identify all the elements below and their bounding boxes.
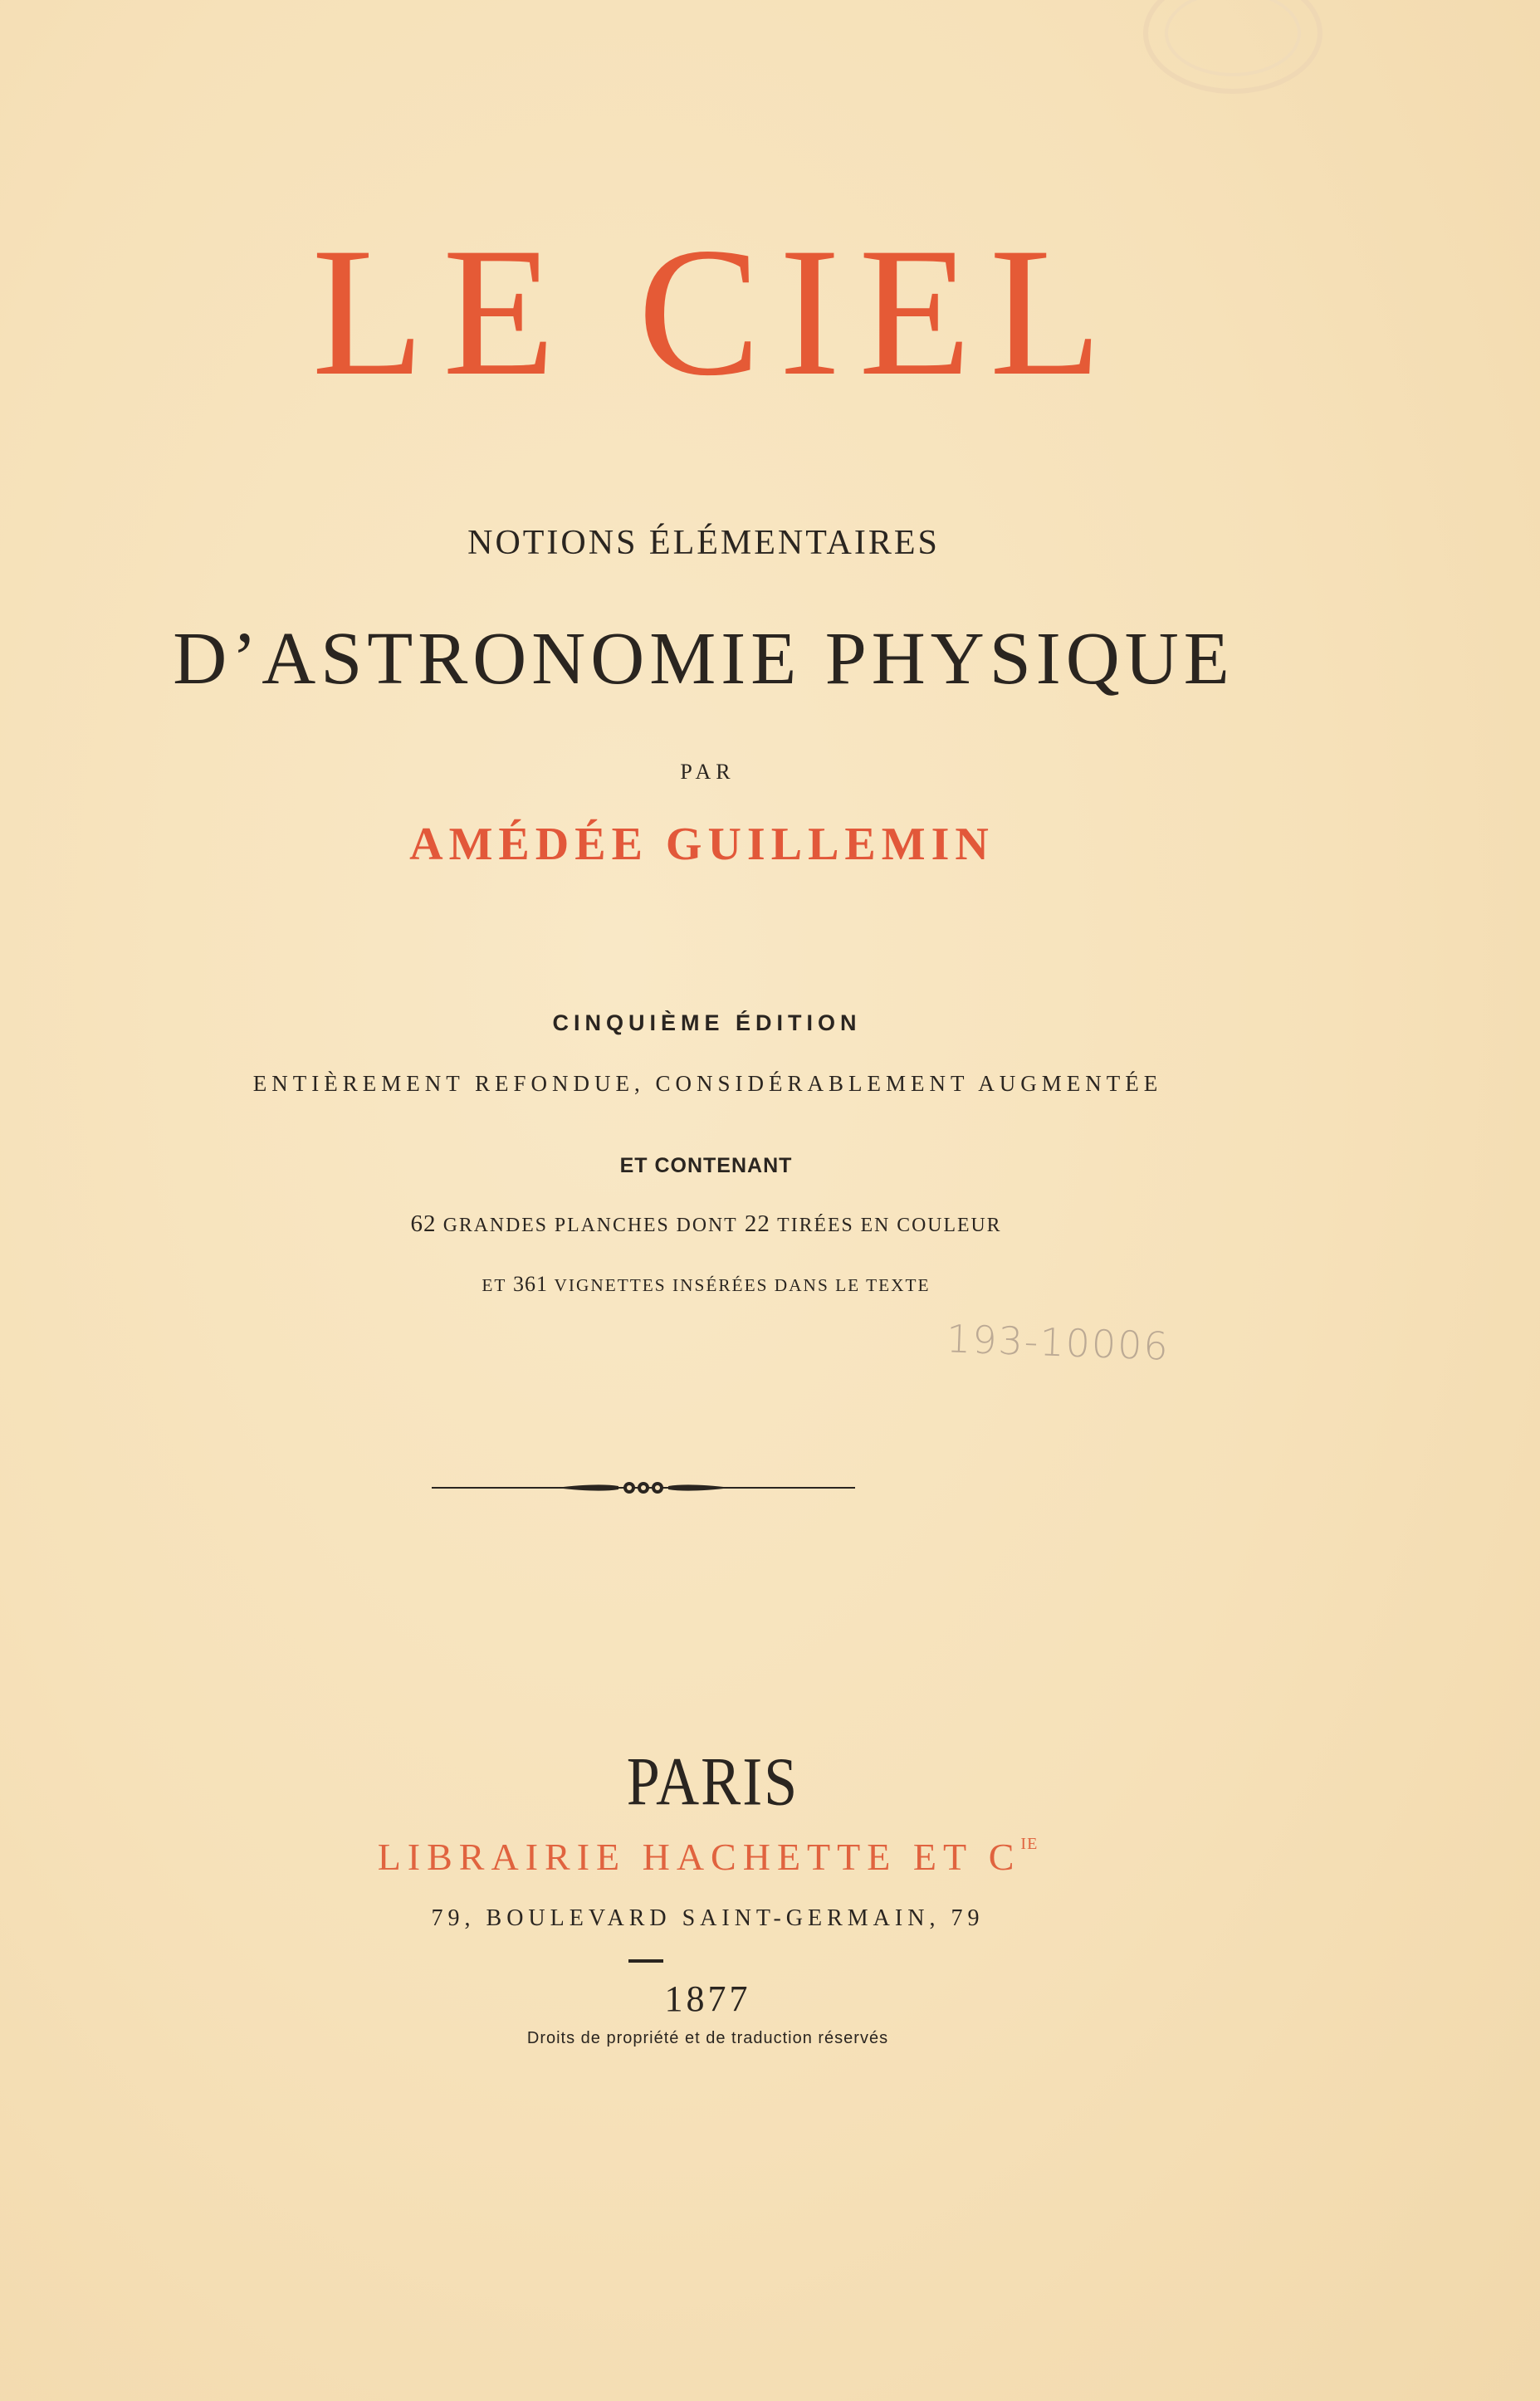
book-title: LE CIEL [311,210,1121,414]
publisher-suffix: IE [1020,1835,1039,1853]
handwritten-catalog-number: 193-10006 [946,1316,1171,1369]
containing-label: ET CONTENANT [619,1154,793,1177]
subtitle-line-2: D’ASTRONOMIE PHYSIQUE [173,618,1234,700]
library-stamp [1133,0,1332,104]
publisher-name: LIBRAIRIE HACHETTE ET C [377,1836,1021,1878]
rights-notice: Droits de propriété et de traduction réservés [526,2029,889,2047]
plates-text-b: TIRÉES EN COULEUR [777,1215,1002,1236]
vignettes-prefix: ET [482,1275,507,1295]
ornament-divider [432,1478,855,1498]
by-label: PAR [680,760,736,784]
vignettes-count: 361 [512,1272,548,1296]
short-rule [628,1959,663,1963]
plates-text-a: GRANDES PLANCHES DONT [442,1215,738,1236]
plates-line [0,1210,1476,1238]
subtitle-line-1: NOTIONS ÉLÉMENTAIRES [467,524,940,562]
publisher [0,1835,1478,1879]
plates-color-count: 22 [744,1210,770,1237]
revision-note: ENTIÈREMENT REFONDUE, CONSIDÉRABLEMENT AUGMENTÉE [252,1071,1163,1096]
edition-label: CINQUIÈME ÉDITION [552,1010,862,1035]
vignettes-text: VIGNETTES INSÉRÉES DANS LE TEXTE [554,1275,931,1295]
author-name: AMÉDÉE GUILLEMIN [409,819,995,870]
publication-year: 1877 [664,1978,751,2019]
city: PARIS [626,1743,799,1820]
publisher-address: 79, BOULEVARD SAINT-GERMAIN, 79 [431,1905,985,1931]
plates-count: 62 [410,1210,437,1237]
vignettes-line [0,1272,1476,1297]
